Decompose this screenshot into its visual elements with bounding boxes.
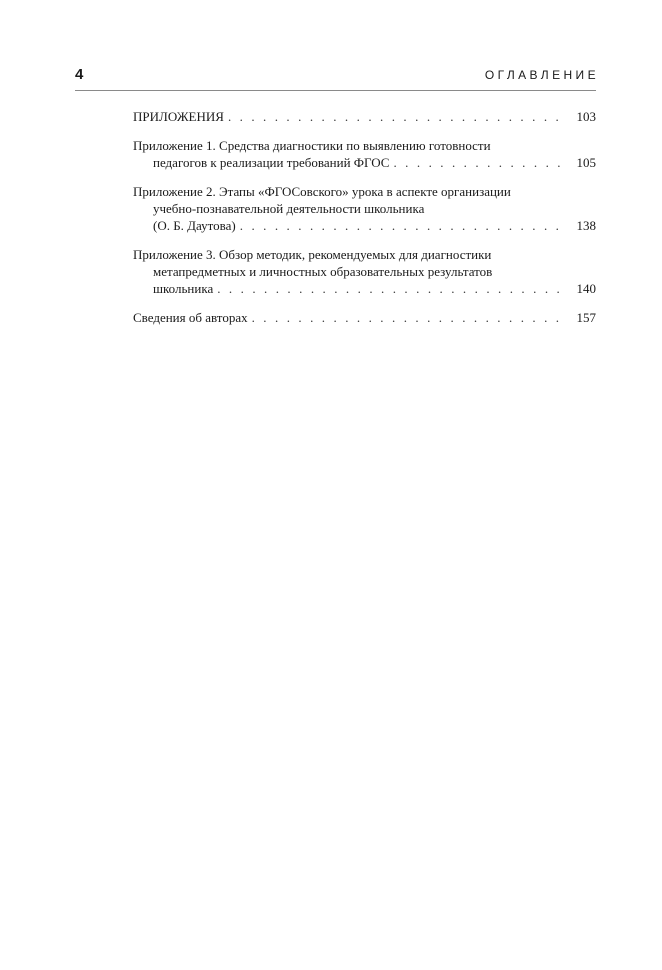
toc-entry-title-continuation: метапредметных и личностных образовательных результатов — [153, 264, 493, 279]
toc-entry-title: Сведения об авторах — [133, 310, 248, 325]
toc-entry-appendices[interactable] — [133, 108, 596, 125]
table-of-contents — [133, 108, 596, 338]
page-header — [75, 66, 599, 88]
toc-page-number: 138 — [576, 218, 596, 233]
toc-page-number: 157 — [576, 310, 596, 325]
page-number: 4 — [75, 66, 84, 83]
toc-page-number: 140 — [576, 281, 596, 296]
toc-entry-title: Приложение 2. Этапы «ФГОСовского» урока в аспекте организации — [133, 184, 511, 199]
toc-entry-title: ПРИЛОЖЕНИЯ — [133, 109, 224, 124]
toc-leader-dots — [252, 309, 566, 326]
toc-entry-appendix-1[interactable] — [133, 137, 596, 171]
toc-entry-title-continuation: школьника — [153, 281, 214, 296]
toc-entry-title: Приложение 1. Средства диагностики по выявлению готовности — [133, 138, 491, 153]
toc-entry-title-continuation: учебно-познавательной деятельности школьника — [153, 201, 425, 216]
toc-leader-dots — [228, 108, 566, 125]
toc-leader-dots — [240, 217, 566, 234]
toc-entry-appendix-2[interactable] — [133, 183, 596, 234]
toc-entry-appendix-3[interactable] — [133, 246, 596, 297]
toc-page-number: 103 — [576, 109, 596, 124]
toc-entry-author: (О. Б. Даутова) — [153, 218, 236, 233]
running-title: ОГЛАВЛЕНИЕ — [484, 68, 599, 82]
toc-page-number: 105 — [576, 155, 596, 170]
toc-entry-title: Приложение 3. Обзор методик, рекомендуемых для диагностики — [133, 247, 492, 262]
toc-entry-authors[interactable] — [133, 309, 596, 326]
toc-leader-dots — [217, 280, 566, 297]
toc-entry-title-continuation: педагогов к реализации требований ФГОС — [153, 155, 390, 170]
header-rule — [75, 90, 596, 91]
toc-leader-dots — [393, 154, 566, 171]
